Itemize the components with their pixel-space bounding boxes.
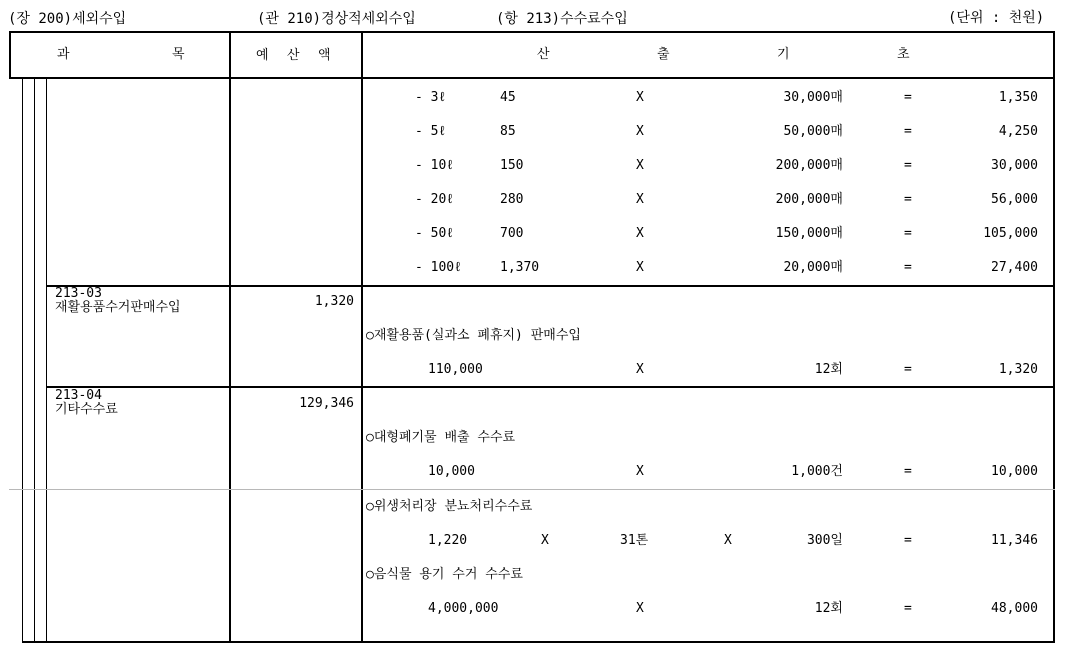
item-code-213-03: 213-03	[55, 286, 102, 301]
volume-eq: =	[904, 192, 912, 207]
volume-qty: 1,370	[500, 260, 540, 275]
left-border-header	[9, 31, 11, 79]
calc-qty: 110,000	[428, 362, 483, 377]
header-budget-3: 액	[318, 48, 331, 63]
header-basis-2: 출	[657, 47, 670, 62]
item-name-213-03: 재활용품수거판매수입	[55, 300, 181, 315]
volume-qty: 280	[500, 192, 524, 207]
sanitation-qty: 1,220	[428, 533, 468, 548]
volume-qty: 150	[500, 158, 524, 173]
calc-amount: 1,320	[998, 362, 1038, 377]
indent-line-1	[22, 79, 23, 642]
header-basis-1: 산	[537, 47, 550, 62]
header-budget-1: 예	[256, 48, 269, 63]
header-subject-2: 목	[172, 47, 185, 62]
indent-line-2	[34, 79, 35, 642]
sanitation-op1: X	[541, 533, 549, 548]
col-divider-budget	[361, 31, 363, 642]
sanitation-eq: =	[904, 533, 912, 548]
header-basis-4: 초	[897, 47, 910, 62]
sanitation-title: ○위생처리장 분뇨처리수수료	[366, 499, 533, 514]
volume-size: - 3ℓ	[415, 90, 447, 105]
sanitation-amount: 11,346	[991, 533, 1038, 548]
col-divider-subject	[229, 31, 231, 642]
waste-op: X	[636, 464, 644, 479]
food-title: ○음식물 용기 수거 수수료	[366, 567, 523, 582]
indent-line-3	[46, 79, 47, 642]
volume-price: 150,000매	[775, 226, 843, 241]
page-break-line	[9, 489, 1055, 490]
volume-eq: =	[904, 226, 912, 241]
right-border	[1053, 31, 1055, 642]
item-title-213-03: ○재활용품(실과소 폐휴지) 판매수입	[366, 328, 581, 343]
volume-op: X	[636, 192, 644, 207]
food-qty: 4,000,000	[428, 601, 499, 616]
volume-price: 200,000매	[775, 158, 843, 173]
volume-qty: 85	[500, 124, 516, 139]
unit-label: (단위 : 천원)	[948, 10, 1045, 26]
item-budget-213-04: 129,346	[299, 396, 354, 411]
volume-price: 30,000매	[783, 90, 843, 105]
header-bottom-border	[9, 77, 1055, 79]
waste-count: 1,000건	[791, 464, 843, 479]
volume-amount: 30,000	[991, 158, 1038, 173]
volume-op: X	[636, 226, 644, 241]
sanitation-tons: 31톤	[620, 533, 649, 548]
volume-size: - 20ℓ	[415, 192, 455, 207]
food-eq: =	[904, 601, 912, 616]
volume-qty: 45	[500, 90, 516, 105]
header-budget-2: 산	[287, 48, 300, 63]
waste-amount: 10,000	[991, 464, 1038, 479]
volume-eq: =	[904, 124, 912, 139]
volume-eq: =	[904, 260, 912, 275]
volume-amount: 4,250	[998, 124, 1038, 139]
volume-op: X	[636, 158, 644, 173]
sanitation-op2: X	[724, 533, 732, 548]
volume-price: 20,000매	[783, 260, 843, 275]
volume-amount: 56,000	[991, 192, 1038, 207]
calc-eq: =	[904, 362, 912, 377]
volume-price: 50,000매	[783, 124, 843, 139]
food-op: X	[636, 601, 644, 616]
volume-amount: 105,000	[983, 226, 1038, 241]
item-code-213-04: 213-04	[55, 388, 102, 403]
volume-size: - 10ℓ	[415, 158, 455, 173]
hang-label: (항 213)수수료수입	[496, 11, 628, 27]
sanitation-days: 300일	[806, 533, 843, 548]
jang-label: (장 200)세외수입	[8, 11, 127, 27]
food-amount: 48,000	[991, 601, 1038, 616]
volume-op: X	[636, 124, 644, 139]
volume-price: 200,000매	[775, 192, 843, 207]
volume-eq: =	[904, 158, 912, 173]
header-subject-1: 과	[57, 47, 70, 62]
volume-eq: =	[904, 90, 912, 105]
row-separator-213-04	[46, 386, 1055, 388]
volume-op: X	[636, 260, 644, 275]
gwan-label: (관 210)경상적세외수입	[257, 11, 416, 27]
volume-op: X	[636, 90, 644, 105]
table-top-border	[9, 31, 1055, 33]
volume-qty: 700	[500, 226, 524, 241]
waste-title: ○대형폐기물 배출 수수료	[366, 430, 516, 445]
volume-size: - 100ℓ	[415, 260, 462, 275]
header-basis-3: 기	[777, 47, 790, 62]
calc-count: 12회	[814, 362, 843, 377]
volume-size: - 5ℓ	[415, 124, 447, 139]
volume-amount: 27,400	[991, 260, 1038, 275]
volume-amount: 1,350	[998, 90, 1038, 105]
calc-op: X	[636, 362, 644, 377]
item-budget-213-03: 1,320	[314, 294, 354, 309]
table-bottom-border	[22, 641, 1055, 643]
row-separator-213-03	[46, 285, 1055, 287]
waste-qty: 10,000	[428, 464, 475, 479]
food-count: 12회	[814, 601, 843, 616]
waste-eq: =	[904, 464, 912, 479]
volume-size: - 50ℓ	[415, 226, 455, 241]
item-name-213-04: 기타수수료	[55, 402, 118, 417]
